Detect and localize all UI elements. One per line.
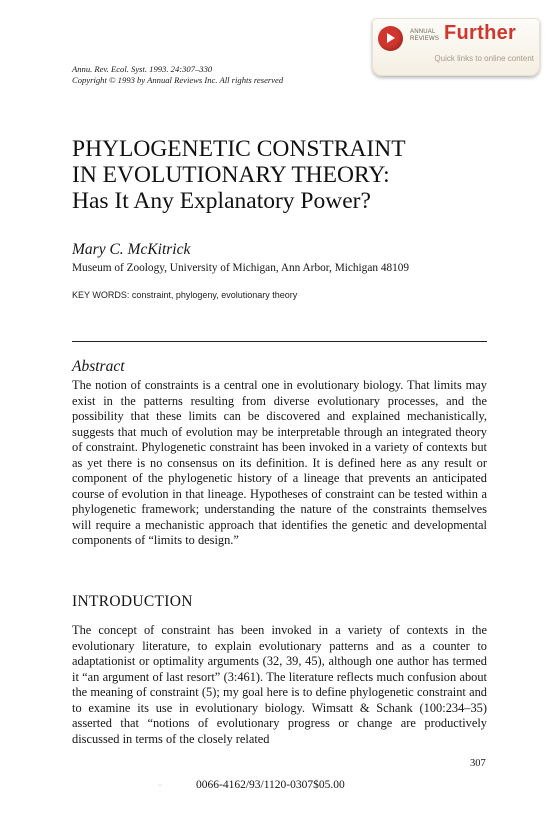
introduction-heading: INTRODUCTION <box>72 593 193 610</box>
section-divider <box>72 341 487 342</box>
further-wordmark: Further <box>444 22 517 44</box>
annual-reviews-logo <box>410 29 442 43</box>
further-banner[interactable] <box>372 18 540 76</box>
abstract-heading: Abstract <box>72 358 125 375</box>
keywords-terms: constraint, phylogeny, evolutionary theory <box>131 290 298 300</box>
title-line-2: IN EVOLUTIONARY THEORY: <box>72 162 390 188</box>
title-line-3: Has It Any Explanatory Power? <box>72 188 371 214</box>
page-number: 307 <box>470 758 486 769</box>
author-affiliation: Museum of Zoology, University of Michigan, Ann Arbor, Michigan 48109 <box>72 262 410 274</box>
abstract-text: The notion of constraints is a central one in evolutionary biology. That limits may exist in the patterns resulting from diverse evolutionary processes, and the possibility that these limits can be discovered and explained mechanistically, suggests that much of evolution may be interpretable through an integrated theory of constraint. Phylogenetic constraint has been invoked in a variety of contexts but as yet there is no consensus on its definition. It is defined here as any result or component of the phylogenetic history of a lineage that prevents an anticipated course of evolution in that lineage. Hypotheses of constraint can be tested within a phylogenetic framework; understanding the nature of the constraints themselves will require a mechanistic approach that identifies the genetic and developmental components of “limits to design.” <box>72 378 487 547</box>
article-title <box>72 136 406 214</box>
logo-line-reviews: REVIEWS <box>410 36 440 42</box>
title-line-1: PHYLOGENETIC CONSTRAINT <box>72 136 406 162</box>
keywords-line <box>72 290 297 300</box>
journal-citation: Annu. Rev. Ecol. Syst. 1993. 24:307–330 <box>72 64 213 74</box>
keywords-label: KEY WORDS: <box>72 290 130 300</box>
further-tagline: Quick links to online content <box>434 54 534 63</box>
price-code: 0066-4162/93/1120-0307$05.00 <box>196 779 345 791</box>
author-name: Mary C. McKitrick <box>72 241 191 258</box>
copyright-line: Copyright © 1993 by Annual Reviews Inc. All rights reserved <box>72 74 284 85</box>
journal-citation-block <box>72 64 283 85</box>
logo-line-annual: ANNUAL <box>410 29 436 35</box>
introduction-text: The concept of constraint has been invoked in a variety of contexts in the evolutionary literature, to explain evolutionary patterns and as a counter to adaptationist or optimality arguments (32, 39, 45), although one author has termed it “an argument of last resort” (3:461). The literature reflects much confusion about the meaning of constraint (5); my goal here is to define phylogenetic constraint and to examine its use in evolutionary biology. Wimsatt & Schank (100:234–35) asserted that “notions of evolutionary progress or change are productively discussed in terms of the closely related <box>72 623 487 746</box>
play-icon <box>378 26 403 51</box>
footer-mark: ·· <box>158 783 162 789</box>
